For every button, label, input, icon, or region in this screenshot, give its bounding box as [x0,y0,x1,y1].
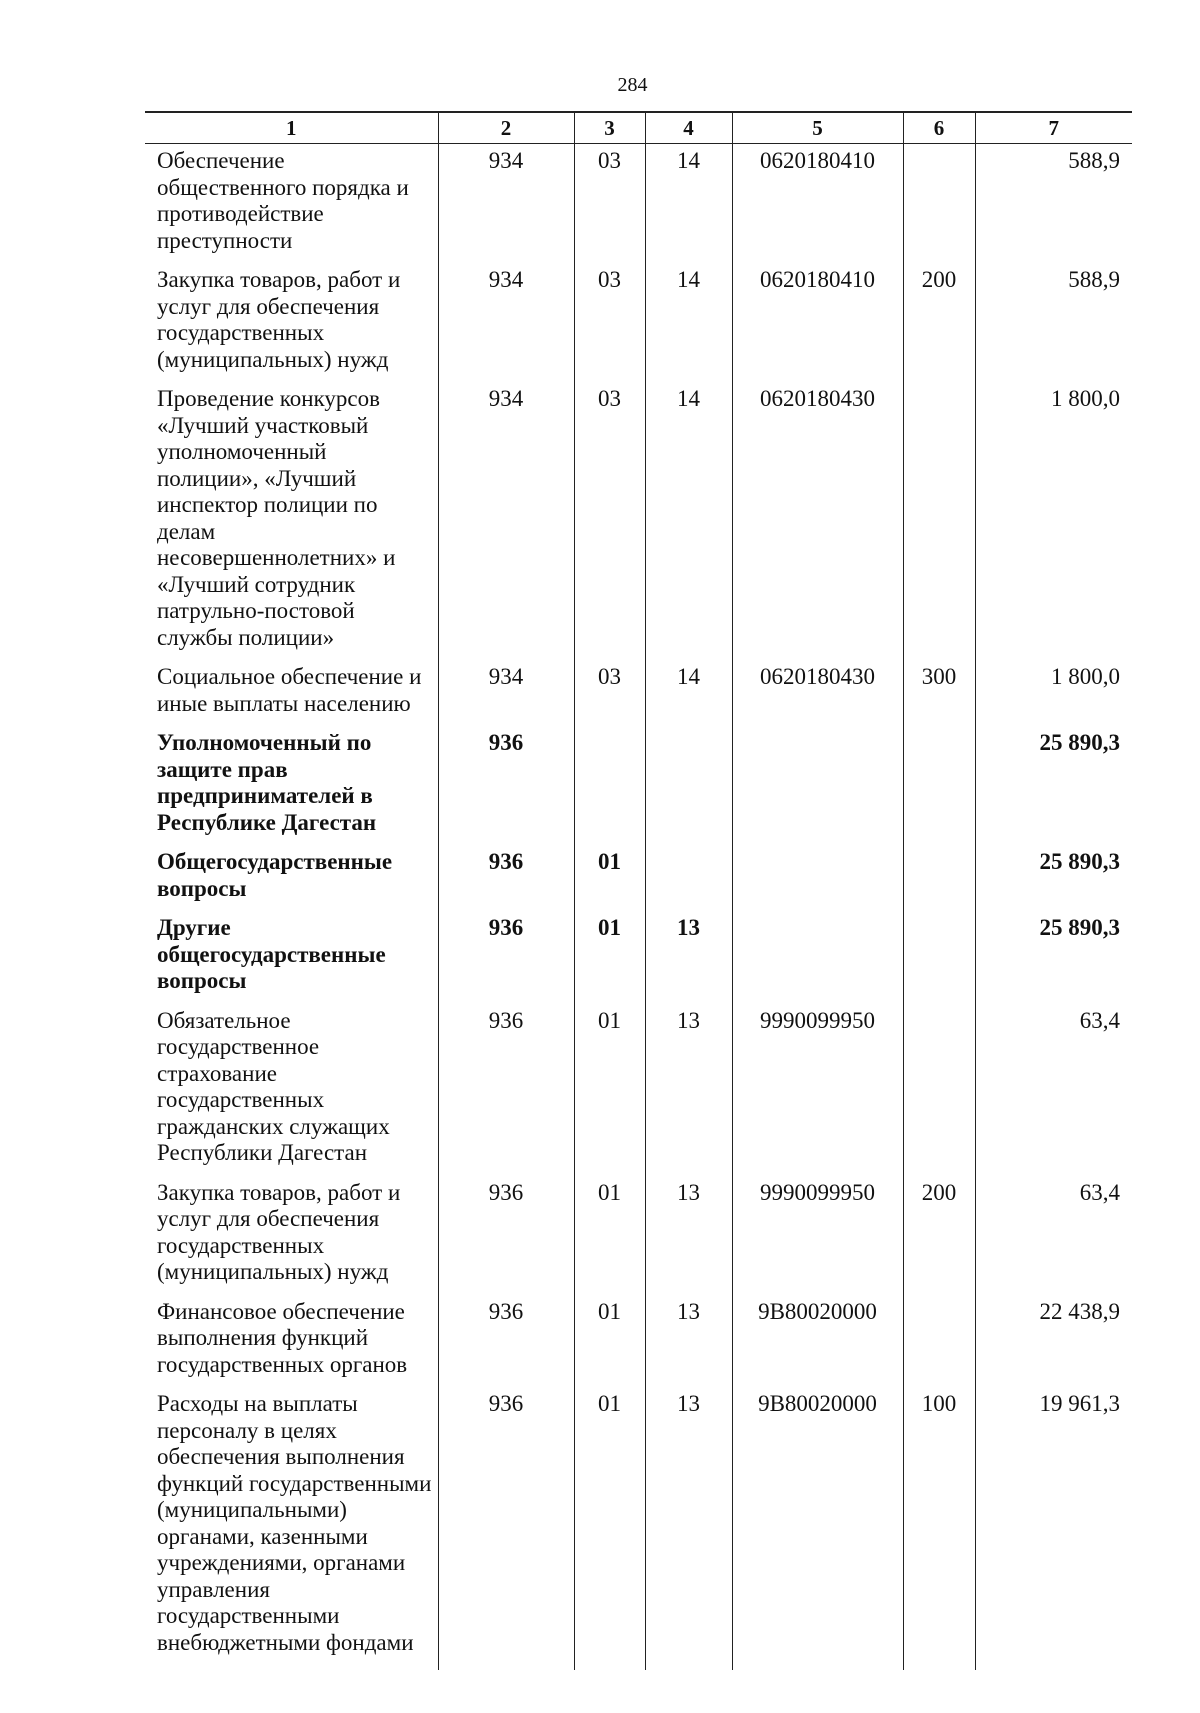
row-section: 01 [574,1295,645,1388]
row-description: Финансовое обеспечение выполнения функций государственных органов [145,1295,438,1388]
header-row [145,112,1132,144]
row-target-article: 9990099950 [732,1176,903,1295]
row-target-article [732,845,903,911]
table-row [145,726,1132,845]
row-description: Расходы на выплаты персоналу в целях обеспечения выполнения функций государственными (муниципальными) органами, казенными учреждениями, органами управления государственными внебюджетными фондами [145,1387,438,1670]
row-expense-type: 100 [903,1387,975,1670]
row-amount: 25 890,3 [975,911,1132,1004]
table-row [145,144,1132,264]
row-expense-type [903,726,975,845]
row-subsection: 14 [645,382,732,660]
row-target-article: 9В80020000 [732,1295,903,1388]
row-section: 03 [574,263,645,382]
row-amount: 22 438,9 [975,1295,1132,1388]
row-expense-type [903,1295,975,1388]
row-description: Обязательное государственное страхование государственных гражданских служащих Республики Дагестан [145,1004,438,1176]
row-target-article: 0620180430 [732,382,903,660]
column-header: 2 [438,112,574,144]
row-section: 01 [574,1387,645,1670]
row-target-article: 9В80020000 [732,1387,903,1670]
row-description: Другие общегосударственные вопросы [145,911,438,1004]
row-admin-code: 934 [438,660,574,726]
row-subsection: 14 [645,660,732,726]
row-subsection [645,726,732,845]
table-row [145,263,1132,382]
table-body [145,144,1132,1671]
row-description: Социальное обеспечение и иные выплаты населению [145,660,438,726]
row-description: Проведение конкурсов «Лучший участковый уполномоченный полиции», «Лучший инспектор полиции по делам несовершеннолетних» и «Лучший сотрудник патрульно-постовой службы полиции» [145,382,438,660]
table-row [145,1295,1132,1388]
row-subsection: 13 [645,1295,732,1388]
page-number: 284 [617,74,648,96]
row-description: Уполномоченный по защите прав предпринимателей в Республике Дагестан [145,726,438,845]
row-subsection: 13 [645,1176,732,1295]
column-header: 4 [645,112,732,144]
row-expense-type [903,845,975,911]
row-expense-type [903,911,975,1004]
row-section: 01 [574,1004,645,1176]
row-description: Обеспечение общественного порядка и противодействие преступности [145,144,438,264]
row-admin-code: 936 [438,1176,574,1295]
row-target-article: 0620180410 [732,263,903,382]
row-amount: 63,4 [975,1004,1132,1176]
row-target-article: 9990099950 [732,1004,903,1176]
column-header: 1 [145,112,438,144]
row-target-article [732,911,903,1004]
row-target-article [732,726,903,845]
row-amount: 25 890,3 [975,845,1132,911]
row-description: Общегосударственные вопросы [145,845,438,911]
row-expense-type: 200 [903,263,975,382]
table-row [145,382,1132,660]
row-subsection: 14 [645,263,732,382]
row-description: Закупка товаров, работ и услуг для обеспечения государственных (муниципальных) нужд [145,1176,438,1295]
row-expense-type: 200 [903,1176,975,1295]
row-subsection: 13 [645,1387,732,1670]
table-row [145,660,1132,726]
row-admin-code: 936 [438,1295,574,1388]
row-amount: 588,9 [975,263,1132,382]
row-subsection: 13 [645,1004,732,1176]
row-expense-type [903,1004,975,1176]
row-admin-code: 934 [438,144,574,264]
row-description: Закупка товаров, работ и услуг для обеспечения государственных (муниципальных) нужд [145,263,438,382]
row-expense-type [903,382,975,660]
table-row [145,1387,1132,1670]
row-amount: 25 890,3 [975,726,1132,845]
column-header: 3 [574,112,645,144]
row-section: 03 [574,144,645,264]
column-header: 5 [732,112,903,144]
row-expense-type: 300 [903,660,975,726]
row-amount: 63,4 [975,1176,1132,1295]
column-header: 7 [975,112,1132,144]
row-section: 03 [574,660,645,726]
row-admin-code: 936 [438,911,574,1004]
row-admin-code: 936 [438,845,574,911]
row-admin-code: 936 [438,726,574,845]
row-admin-code: 934 [438,263,574,382]
row-amount: 588,9 [975,144,1132,264]
row-amount: 1 800,0 [975,382,1132,660]
row-expense-type [903,144,975,264]
column-header: 6 [903,112,975,144]
row-admin-code: 936 [438,1387,574,1670]
row-amount: 19 961,3 [975,1387,1132,1670]
row-subsection: 13 [645,911,732,1004]
row-amount: 1 800,0 [975,660,1132,726]
table-row [145,1176,1132,1295]
row-target-article: 0620180410 [732,144,903,264]
row-section: 03 [574,382,645,660]
table-header [145,112,1132,144]
row-subsection: 14 [645,144,732,264]
row-admin-code: 934 [438,382,574,660]
row-admin-code: 936 [438,1004,574,1176]
table-row [145,911,1132,1004]
row-section: 01 [574,1176,645,1295]
budget-table [145,111,1132,1670]
table-row [145,1004,1132,1176]
row-target-article: 0620180430 [732,660,903,726]
row-section: 01 [574,911,645,1004]
row-section: 01 [574,845,645,911]
row-subsection [645,845,732,911]
table-row [145,845,1132,911]
row-section [574,726,645,845]
